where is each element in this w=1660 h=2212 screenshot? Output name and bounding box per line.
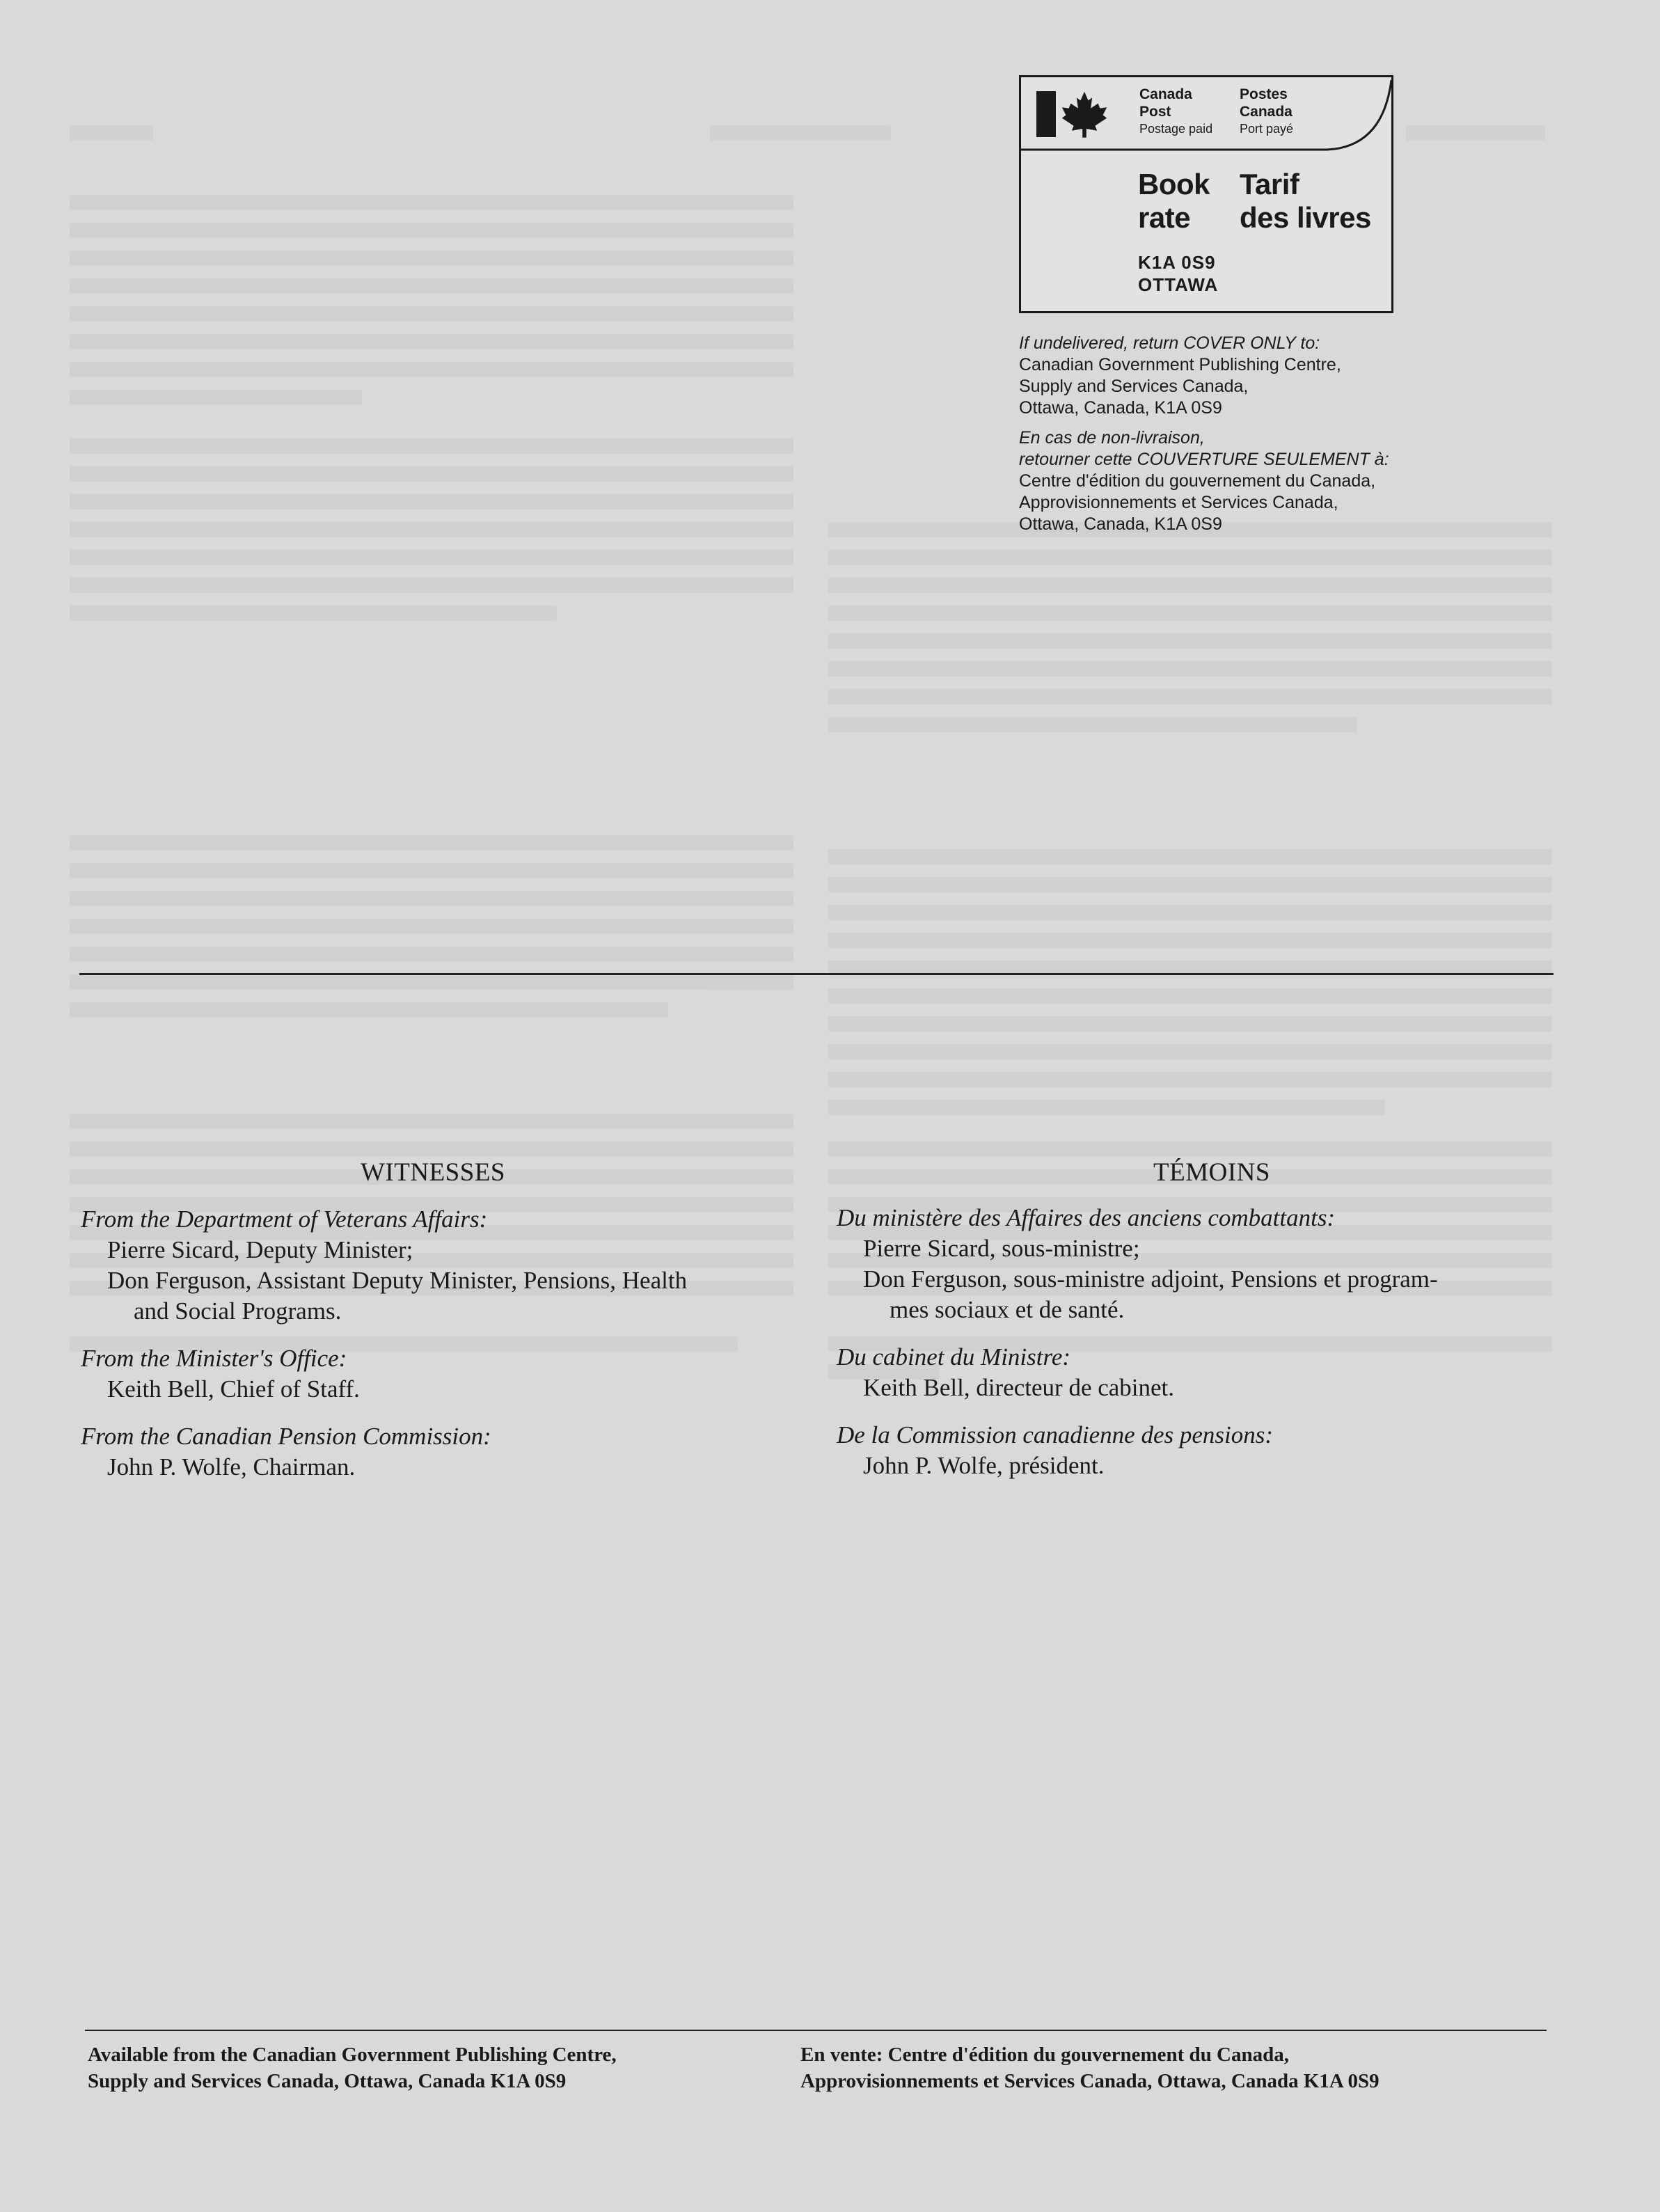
return-address-notice bbox=[1019, 333, 1548, 535]
witness-group bbox=[837, 1342, 1560, 1403]
des-livres-word: des livres bbox=[1240, 201, 1371, 234]
return-en-line: Canadian Government Publishing Centre, bbox=[1019, 355, 1341, 374]
book-word: Book bbox=[1138, 168, 1210, 200]
footer-line: Approvisionnements et Services Canada, Ottawa, Canada K1A 0S9 bbox=[800, 2070, 1380, 2092]
witness-group bbox=[837, 1420, 1560, 1481]
witness-group bbox=[81, 1204, 819, 1327]
witness-person: John P. Wolfe, président. bbox=[863, 1452, 1105, 1479]
witness-person: Pierre Sicard, Deputy Minister; bbox=[107, 1236, 413, 1263]
witness-department: From the Department of Veterans Affairs: bbox=[81, 1206, 488, 1233]
witness-department: Du cabinet du Ministre: bbox=[837, 1343, 1071, 1370]
witnesses-heading: WITNESSES bbox=[361, 1158, 505, 1187]
tarif-word: Tarif bbox=[1240, 168, 1299, 200]
postes-label: Postes bbox=[1240, 86, 1288, 102]
postal-city: OTTAWA bbox=[1138, 274, 1219, 295]
return-fr-intro: En cas de non-livraison, bbox=[1019, 428, 1205, 448]
postage-paid-label: Postage paid bbox=[1139, 122, 1213, 136]
post-label: Post bbox=[1139, 104, 1171, 120]
witness-person-continued: and Social Programs. bbox=[134, 1297, 342, 1325]
temoins-heading: TÉMOINS bbox=[1153, 1158, 1270, 1187]
witness-person: Don Ferguson, Assistant Deputy Minister, Pensions, Health bbox=[107, 1267, 688, 1294]
footer-line: Available from the Canadian Government Publishing Centre, bbox=[88, 2044, 617, 2066]
section-divider bbox=[79, 973, 1554, 975]
port-paye-label: Port payé bbox=[1240, 122, 1294, 136]
return-en-line: Supply and Services Canada, bbox=[1019, 377, 1249, 396]
witness-person: Pierre Sicard, sous-ministre; bbox=[863, 1235, 1140, 1262]
rate-word: rate bbox=[1138, 201, 1191, 234]
return-en-intro: If undelivered, return COVER ONLY to: bbox=[1019, 333, 1320, 353]
witness-person: John P. Wolfe, Chairman. bbox=[107, 1453, 356, 1480]
footer-availability-fr bbox=[800, 2041, 1380, 2094]
book-rate-label bbox=[1138, 168, 1210, 235]
witness-person: Don Ferguson, sous-ministre adjoint, Pensions et program- bbox=[863, 1265, 1438, 1293]
canada-fr-label: Canada bbox=[1240, 104, 1293, 120]
indicia-top-band bbox=[1021, 77, 1391, 150]
witness-person: Keith Bell, Chief of Staff. bbox=[107, 1375, 360, 1403]
witness-person-continued: mes sociaux et de santé. bbox=[890, 1296, 1125, 1323]
witness-department: From the Canadian Pension Commission: bbox=[81, 1423, 491, 1450]
witness-group bbox=[81, 1421, 819, 1483]
footer-line: Supply and Services Canada, Ottawa, Canada K1A 0S9 bbox=[88, 2070, 567, 2092]
return-fr-line: Approvisionnements et Services Canada, bbox=[1019, 493, 1338, 512]
tarif-livres-label bbox=[1240, 168, 1371, 235]
postage-indicia bbox=[1019, 75, 1393, 313]
return-en-line: Ottawa, Canada, K1A 0S9 bbox=[1019, 398, 1222, 418]
witness-person: Keith Bell, directeur de cabinet. bbox=[863, 1374, 1175, 1401]
witnesses-list-fr bbox=[837, 1203, 1560, 1498]
return-fr-intro: retourner cette COUVERTURE SEULEMENT à: bbox=[1019, 450, 1389, 469]
footer-availability-en bbox=[88, 2041, 617, 2094]
postal-code-block bbox=[1138, 251, 1218, 296]
witness-department: De la Commission canadienne des pensions: bbox=[837, 1421, 1274, 1448]
indicia-divider-curve bbox=[1021, 77, 1396, 154]
witness-group bbox=[837, 1203, 1560, 1325]
witness-department: Du ministère des Affaires des anciens combattants: bbox=[837, 1204, 1336, 1231]
canada-label: Canada bbox=[1139, 86, 1192, 102]
postal-code: K1A 0S9 bbox=[1138, 252, 1216, 273]
footer-divider bbox=[85, 2030, 1547, 2031]
witness-group bbox=[81, 1343, 819, 1405]
footer-line: En vente: Centre d'édition du gouvernement du Canada, bbox=[800, 2044, 1289, 2066]
witness-department: From the Minister's Office: bbox=[81, 1345, 347, 1372]
witnesses-list-en bbox=[81, 1204, 819, 1499]
return-fr-line: Centre d'édition du gouvernement du Canada, bbox=[1019, 471, 1376, 491]
return-fr-line: Ottawa, Canada, K1A 0S9 bbox=[1019, 514, 1222, 534]
